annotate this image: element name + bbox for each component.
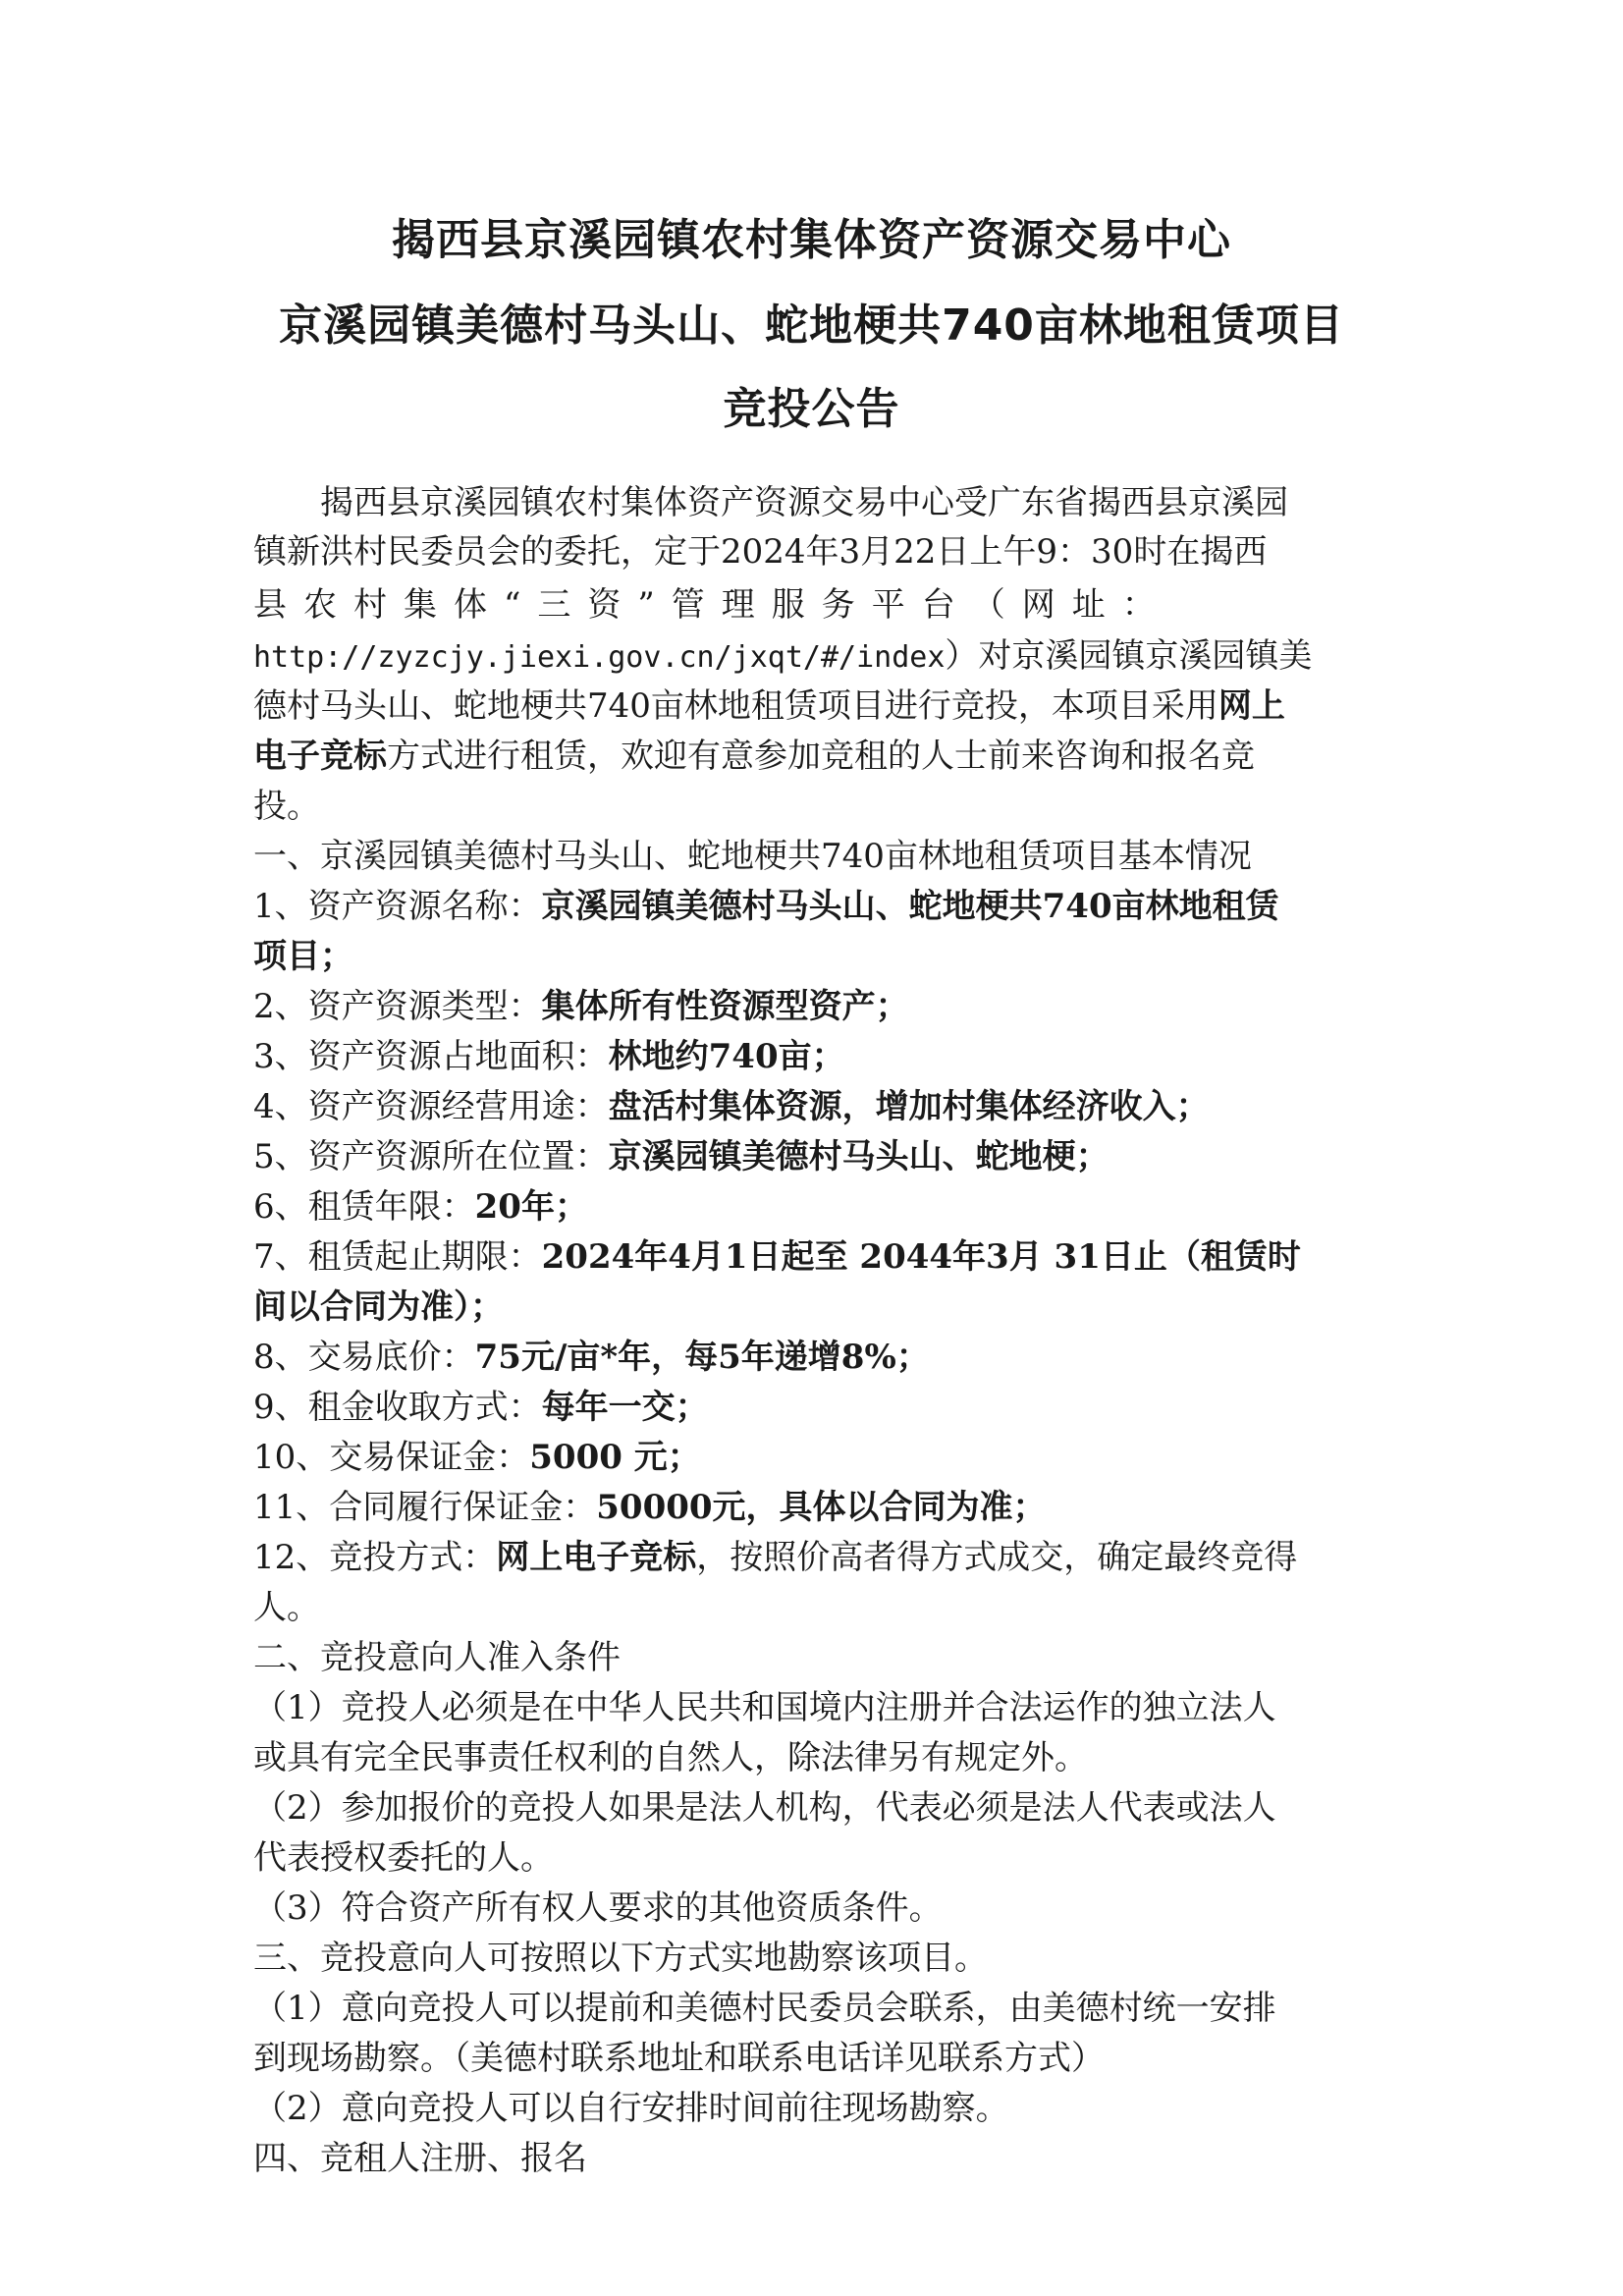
- section4-heading: 四、竞租人注册、报名: [253, 2139, 587, 2178]
- item-1-value: 京溪园镇美德村马头山、蛇地梗共740亩林地租赁: [541, 887, 1279, 926]
- intro-line-4: [253, 631, 1412, 683]
- item-1: [253, 882, 1412, 931]
- section3-p2-line1: （2）意向竞投人可以自行安排时间前往现场勘察。: [253, 2089, 1009, 2128]
- platform-url: http://zyzcjy.jiexi.gov.cn/jxqt/#/index: [253, 640, 946, 675]
- intro-line-6-bold: 电子竞标: [253, 737, 387, 776]
- item-5: [253, 1132, 1412, 1181]
- item-5-value: 京溪园镇美德村马头山、蛇地梗；: [608, 1137, 1109, 1176]
- item-11: [253, 1483, 1412, 1532]
- item-3-label: 3、资产资源占地面积：: [253, 1037, 609, 1076]
- intro-line-6-text: 方式进行租赁，欢迎有意参加竞租的人士前来咨询和报名竞: [387, 737, 1255, 776]
- item-10-value: 5000 元；: [529, 1438, 701, 1477]
- section2-p2-line1: （2）参加报价的竞投人如果是法人机构，代表必须是法人代表或法人: [253, 1788, 1276, 1828]
- intro-line-3: 县农村集体“三资”管理服务平台（网址：: [253, 585, 1172, 625]
- item-4: [253, 1082, 1412, 1131]
- item-12-value-rest: ，按照价高者得方式成交，确定最终竞得: [696, 1538, 1298, 1577]
- item-2-value: 集体所有性资源型资产；: [541, 987, 909, 1026]
- section3-p1-line1: （1）意向竞投人可以提前和美德村民委员会联系，由美德村统一安排: [253, 1989, 1276, 2028]
- item-6: [253, 1182, 1412, 1231]
- section2-p3-line1: （3）符合资产所有权人要求的其他资质条件。: [253, 1888, 943, 1928]
- section3-heading: 三、竞投意向人可按照以下方式实地勘察该项目。: [253, 1939, 988, 1978]
- item-7-label: 7、租赁起止期限：: [253, 1237, 542, 1277]
- item-12-value: 网上电子竞标: [496, 1538, 697, 1577]
- item-7-value: 2024年4月1日起至 2044年3月 31日止（租赁时: [541, 1237, 1301, 1277]
- section2-p2-line2: 代表授权委托的人。: [253, 1838, 554, 1878]
- item-4-value: 盘活村集体资源，增加村集体经济收入；: [608, 1087, 1210, 1126]
- item-8-label: 8、交易底价：: [253, 1338, 475, 1377]
- item-5-label: 5、资产资源所在位置：: [253, 1137, 609, 1176]
- intro-line-5-bold: 网上: [1217, 686, 1285, 726]
- intro-line-4-rest: ）对京溪园镇京溪园镇美: [945, 636, 1313, 676]
- document-title-line3: 竞投公告: [723, 384, 900, 434]
- item-12-cont: 人。: [253, 1588, 320, 1627]
- document-title-line2: 京溪园镇美德村马头山、蛇地梗共740亩林地租赁项目: [279, 301, 1344, 351]
- intro-line-6: [253, 732, 1412, 781]
- section3-p1-line2: 到现场勘察。（美德村联系地址和联系电话详见联系方式）: [253, 2039, 1105, 2078]
- section2-p1-line2: 或具有完全民事责任权利的自然人，除法律另有规定外。: [253, 1738, 1088, 1777]
- item-1-label: 1、资产资源名称：: [253, 887, 542, 926]
- item-4-label: 4、资产资源经营用途：: [253, 1087, 609, 1126]
- item-3: [253, 1032, 1412, 1081]
- item-1-cont: 项目；: [253, 937, 353, 976]
- intro-line-2: 镇新洪村民委员会的委托，定于2024年3月22日上午9：30时在揭西: [253, 532, 1268, 572]
- section2-heading: 二、竞投意向人准入条件: [253, 1638, 621, 1677]
- item-11-value: 50000元，具体以合同为准；: [596, 1488, 1047, 1527]
- item-6-label: 6、租赁年限：: [253, 1187, 475, 1227]
- item-2-label: 2、资产资源类型：: [253, 987, 542, 1026]
- intro-line-5: [253, 682, 1412, 731]
- item-11-label: 11、合同履行保证金：: [253, 1488, 597, 1527]
- item-3-value: 林地约740亩；: [608, 1037, 845, 1076]
- item-12: [253, 1533, 1412, 1582]
- document-title-line1: 揭西县京溪园镇农村集体资产资源交易中心: [392, 215, 1231, 265]
- intro-line-1: 揭西县京溪园镇农村集体资产资源交易中心受广东省揭西县京溪园: [320, 483, 1288, 522]
- item-7-cont: 间以合同为准）；: [253, 1287, 504, 1327]
- item-9-label: 9、租金收取方式：: [253, 1388, 542, 1427]
- item-6-value: 20年；: [474, 1187, 588, 1227]
- section2-p1-line1: （1）竞投人必须是在中华人民共和国境内注册并合法运作的独立法人: [253, 1688, 1276, 1727]
- item-12-label: 12、竞投方式：: [253, 1538, 497, 1577]
- item-8: [253, 1333, 1412, 1382]
- item-2: [253, 982, 1412, 1031]
- item-8-value: 75元/亩*年，每5年递增8%；: [474, 1338, 930, 1377]
- item-10-label: 10、交易保证金：: [253, 1438, 530, 1477]
- intro-line-7: 投。: [253, 787, 320, 826]
- section1-heading: 一、京溪园镇美德村马头山、蛇地梗共740亩林地租赁项目基本情况: [253, 837, 1252, 876]
- item-9-value: 每年一交；: [541, 1388, 709, 1427]
- intro-line-5-text: 德村马头山、蛇地梗共740亩林地租赁项目进行竞投，本项目采用: [253, 686, 1218, 726]
- item-10: [253, 1433, 1412, 1482]
- item-9: [253, 1383, 1412, 1432]
- item-7: [253, 1232, 1412, 1282]
